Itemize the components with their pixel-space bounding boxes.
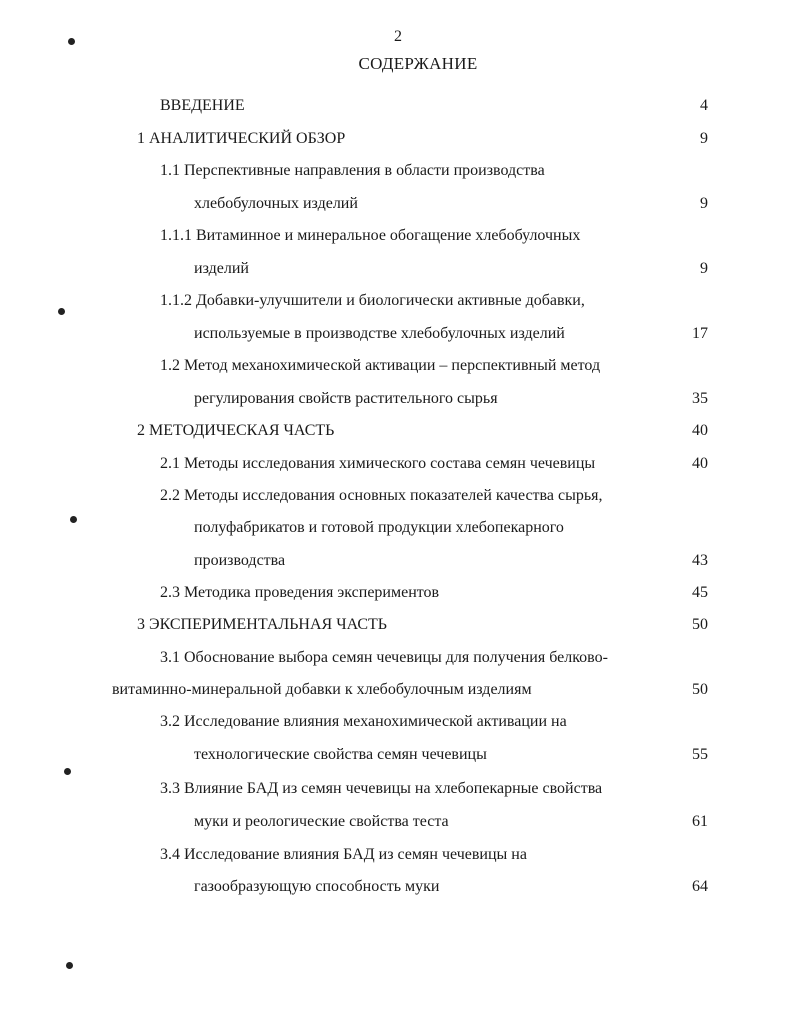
toc-page-section-1: 9 bbox=[700, 130, 708, 147]
toc-page-1-2: 35 bbox=[692, 390, 708, 407]
toc-entry-2-2-line2: полуфабрикатов и готовой продукции хлебопекарного bbox=[194, 519, 564, 536]
toc-page-1-1: 9 bbox=[700, 195, 708, 212]
page-number: 2 bbox=[394, 28, 402, 45]
toc-entry-1-1-line2: хлебобулочных изделий bbox=[194, 195, 358, 212]
toc-page-3-4: 64 bbox=[692, 878, 708, 895]
toc-entry-1-1-1-line2: изделий bbox=[194, 260, 249, 277]
toc-page-introduction: 4 bbox=[700, 97, 708, 114]
toc-page-1-1-2: 17 bbox=[692, 325, 708, 342]
binder-hole-mark bbox=[70, 516, 77, 523]
toc-page-2-3: 45 bbox=[692, 584, 708, 601]
toc-entry-section-3: 3 ЭКСПЕРИМЕНТАЛЬНАЯ ЧАСТЬ bbox=[137, 616, 387, 633]
toc-entry-3-3-line2: муки и реологические свойства теста bbox=[194, 813, 449, 830]
toc-entry-3-2-line1: 3.2 Исследование влияния механохимической активации на bbox=[160, 713, 567, 730]
binder-hole-mark bbox=[58, 308, 65, 315]
toc-page-3-1: 50 bbox=[692, 681, 708, 698]
toc-page-section-3: 50 bbox=[692, 616, 708, 633]
toc-entry-2-3: 2.3 Методика проведения экспериментов bbox=[160, 584, 440, 601]
toc-entry-2-2-line3: производства bbox=[194, 552, 286, 569]
toc-entry-section-1: 1 АНАЛИТИЧЕСКИЙ ОБЗОР bbox=[137, 130, 346, 147]
toc-page-3-2: 55 bbox=[692, 746, 708, 763]
toc-page-2-2: 43 bbox=[692, 552, 708, 569]
toc-page-2-1: 40 bbox=[692, 455, 708, 472]
toc-entry-3-1-line2: витаминно-минеральной добавки к хлебобулочным изделиям bbox=[112, 681, 532, 698]
toc-entry-2-1: 2.1 Методы исследования химического состава семян чечевицы bbox=[160, 455, 596, 472]
binder-hole-mark bbox=[68, 38, 75, 45]
toc-page-1-1-1: 9 bbox=[700, 260, 708, 277]
toc-entry-3-3-line1: 3.3 Влияние БАД из семян чечевицы на хлебопекарные свойства bbox=[160, 780, 603, 797]
toc-entry-3-2-line2: технологические свойства семян чечевицы bbox=[194, 746, 487, 763]
toc-entry-1-2-line2: регулирования свойств растительного сырья bbox=[194, 390, 498, 407]
toc-page-section-2: 40 bbox=[692, 422, 708, 439]
toc-entry-1-1-2-line2: используемые в производстве хлебобулочных изделий bbox=[194, 325, 565, 342]
toc-entry-section-2: 2 МЕТОДИЧЕСКАЯ ЧАСТЬ bbox=[137, 422, 335, 439]
toc-entry-1-1-line1: 1.1 Перспективные направления в области производства bbox=[160, 162, 545, 179]
toc-entry-1-2-line1: 1.2 Метод механохимической активации – перспективный метод bbox=[160, 357, 601, 374]
toc-entry-1-1-1-line1: 1.1.1 Витаминное и минеральное обогащение хлебобулочных bbox=[160, 227, 581, 244]
toc-page-3-3: 61 bbox=[692, 813, 708, 830]
toc-entry-3-1-line1: 3.1 Обоснование выбора семян чечевицы для получения белково- bbox=[160, 649, 608, 666]
binder-hole-mark bbox=[64, 768, 71, 775]
toc-entry-introduction: ВВЕДЕНИЕ bbox=[160, 97, 245, 114]
toc-entry-2-2-line1: 2.2 Методы исследования основных показателей качества сырья, bbox=[160, 487, 603, 504]
binder-hole-mark bbox=[66, 962, 73, 969]
toc-entry-3-4-line1: 3.4 Исследование влияния БАД из семян чечевицы на bbox=[160, 846, 527, 863]
toc-entry-3-4-line2: газообразующую способность муки bbox=[194, 878, 440, 895]
toc-title: СОДЕРЖАНИЕ bbox=[358, 54, 478, 73]
toc-entry-1-1-2-line1: 1.1.2 Добавки-улучшители и биологически активные добавки, bbox=[160, 292, 585, 309]
